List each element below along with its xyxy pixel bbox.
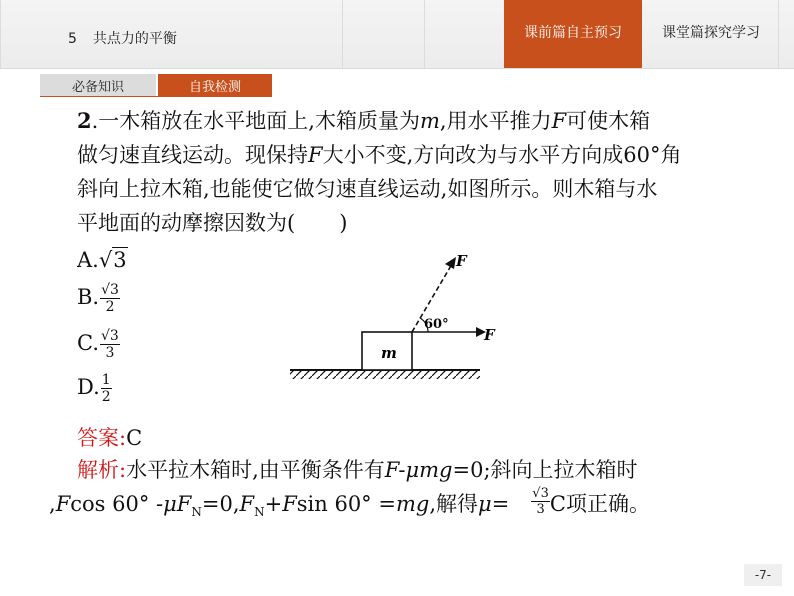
fraction: $\frac{√3}{3}$ <box>101 328 119 361</box>
header-divider <box>342 0 343 68</box>
page-number: -7- <box>744 564 782 586</box>
question-text <box>77 104 757 240</box>
option-b[interactable]: B. $\frac{√3}{2}$ <box>77 282 119 315</box>
force-inclined-label: F <box>456 252 467 270</box>
header-divider <box>0 0 1 68</box>
subtab-self-check[interactable]: 自我检测 <box>158 74 272 96</box>
chapter-number: 5 <box>68 31 77 47</box>
question-line: 平地面的动摩擦因数为( ) <box>77 211 348 235</box>
explanation-label: 解析 <box>77 458 119 482</box>
tab-preview[interactable]: 课前篇自主预习 <box>504 0 642 68</box>
tab-classroom[interactable]: 课堂篇探究学习 <box>662 25 760 41</box>
force-diagram <box>280 248 520 384</box>
option-d[interactable]: D. $\frac{1}{2}$ <box>77 372 111 405</box>
answer: 答案:C <box>77 426 143 450</box>
sqrt-symbol: √3 <box>98 248 127 272</box>
fraction: $\frac{√3}{2}$ <box>101 282 119 315</box>
option-a[interactable]: A.√3 <box>77 248 127 272</box>
question-number: 2 <box>77 108 92 133</box>
angle-label: 60° <box>424 317 449 332</box>
header-divider <box>778 0 779 68</box>
force-horizontal-label: F <box>484 326 495 344</box>
subtab-essential-knowledge[interactable]: 必备知识 <box>40 74 156 96</box>
question-line: 2.一木箱放在水平地面上,木箱质量为m,用水平推力F可使木箱 <box>77 108 651 133</box>
chapter-title <box>68 28 177 48</box>
header-bar <box>0 0 794 69</box>
chapter-name: 共点力的平衡 <box>92 31 177 47</box>
header-divider <box>424 0 425 68</box>
ground-hatch <box>290 371 480 379</box>
question-line: 做匀速直线运动。现保持F大小不变,方向改为与水平方向成60°角 <box>77 143 682 167</box>
explanation-line: 解析:水平拉木箱时,由平衡条件有F-μmg=0;斜向上拉木箱时 <box>77 458 638 482</box>
answer-value: C <box>126 426 143 450</box>
mass-label: m <box>381 344 397 362</box>
option-c[interactable]: C. $\frac{√3}{3}$ <box>77 328 119 361</box>
answer-label: 答案 <box>77 426 119 450</box>
fraction: $\frac{1}{2}$ <box>101 372 111 405</box>
explanation-line: ,Fcos 60° $-\mu F_N=0,F_N+Fsin$ 60° =mg,解得μ= $\frac{√3}{3}$ C项正确。 <box>49 486 650 520</box>
fraction: $\frac{√3}{3}$ <box>532 486 549 517</box>
question-line: 斜向上拉木箱,也能使它做匀速直线运动,如图所示。则木箱与水 <box>77 177 658 201</box>
subtab-underline <box>40 96 272 97</box>
